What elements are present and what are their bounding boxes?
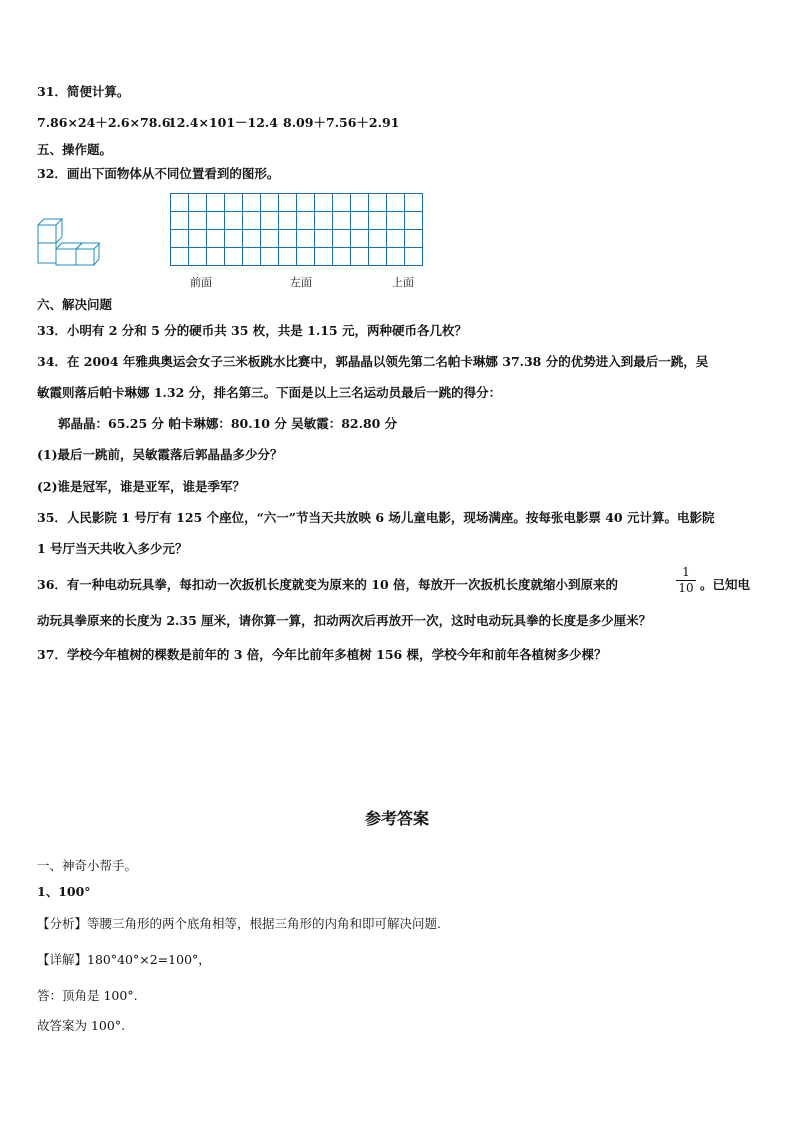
grid-cell[interactable] [189, 248, 207, 266]
grid-cell[interactable] [297, 230, 315, 248]
grid-cell[interactable] [225, 230, 243, 248]
q36-line2: 动玩具拳原来的长度为 2.35 厘米，请你算一算，扣动两次后再放开一次，这时电动玩具拳的长度是多少厘米？ [37, 613, 652, 628]
q31-expr-1: 7.86×24＋2.6×78.6 [37, 115, 171, 130]
grid-cell[interactable] [405, 230, 423, 248]
grid-cell[interactable] [225, 212, 243, 230]
fraction-numerator: 1 [682, 565, 690, 579]
fraction-denominator: 10 [678, 581, 694, 595]
grid-cell[interactable] [369, 230, 387, 248]
grid-cell[interactable] [297, 194, 315, 212]
grid-cell[interactable] [279, 194, 297, 212]
grid-cell[interactable] [369, 194, 387, 212]
grid-cell[interactable] [297, 248, 315, 266]
q37: 37．学校今年植树的棵数是前年的 3 倍，今年比前年多植树 156 棵，学校今年和前年各植树多少棵？ [37, 647, 607, 662]
grid-cell[interactable] [315, 248, 333, 266]
grid-cell[interactable] [405, 248, 423, 266]
section-5-heading: 五、操作题。 [37, 142, 113, 157]
grid-cell[interactable] [207, 194, 225, 212]
q34-line2: 敏霞则落后帕卡琳娜 1.32 分，排名第三。下面是以上三名运动员最后一跳的得分： [37, 385, 502, 400]
q35-line1: 35．人民影院 1 号厅有 125 个座位，“六一”节当天共放映 6 场儿童电影，现场满座。按每张电影票 40 元计算。电影院 [37, 510, 715, 525]
grid-cell[interactable] [189, 212, 207, 230]
grid-cell[interactable] [333, 212, 351, 230]
grid-cell[interactable] [387, 212, 405, 230]
drawing-grid[interactable] [170, 193, 423, 266]
grid-cell[interactable] [171, 248, 189, 266]
grid-cell[interactable] [189, 230, 207, 248]
grid-cell[interactable] [369, 248, 387, 266]
answer-1: 1、100° [37, 884, 91, 899]
label-front-view: 前面 [190, 276, 212, 289]
grid-cell[interactable] [279, 212, 297, 230]
grid-cell[interactable] [387, 230, 405, 248]
q36-fraction [676, 566, 696, 595]
grid-cell[interactable] [207, 230, 225, 248]
q36-line1a: 36．有一种电动玩具拳，每扣动一次扳机长度就变为原来的 10 倍，每放开一次扳机长度就缩小到原来的 [37, 577, 618, 592]
grid-cell[interactable] [387, 194, 405, 212]
grid-cell[interactable] [171, 194, 189, 212]
q32-title: 32．画出下面物体从不同位置看到的图形。 [37, 166, 280, 181]
grid-cell[interactable] [405, 212, 423, 230]
q31-expr-3: 8.09＋7.56＋2.91 [283, 115, 400, 130]
grid-cell[interactable] [315, 212, 333, 230]
q31-expr-2: 12.4×101－12.4 [168, 115, 278, 130]
grid-cell[interactable] [189, 194, 207, 212]
section-6-heading: 六、解决问题 [37, 297, 113, 312]
grid-cell[interactable] [243, 248, 261, 266]
grid-cell[interactable] [279, 230, 297, 248]
answers-title: 参考答案 [364, 809, 429, 828]
label-top-view: 上面 [392, 276, 414, 289]
grid-cell[interactable] [207, 248, 225, 266]
grid-cell[interactable] [351, 194, 369, 212]
grid-cell[interactable] [315, 230, 333, 248]
grid-cell[interactable] [333, 248, 351, 266]
grid-cell[interactable] [225, 248, 243, 266]
q34-line1: 34．在 2004 年雅典奥运会女子三米板跳水比赛中，郭晶晶以领先第二名帕卡琳娜 37.38 分的优势进入到最后一跳，吴 [37, 354, 709, 369]
answer-detail: 【详解】180°40°×2=100°， [37, 952, 211, 967]
grid-cell[interactable] [207, 212, 225, 230]
grid-cell[interactable] [333, 194, 351, 212]
q36-line1b: 。已知电 [700, 577, 751, 592]
q34-scores: 郭晶晶：65.25 分 帕卡琳娜：80.10 分 吴敏霞：82.80 分 [58, 416, 398, 431]
grid-cell[interactable] [171, 212, 189, 230]
grid-cell[interactable] [387, 248, 405, 266]
q35-line2: 1 号厅当天共收入多少元？ [37, 541, 188, 556]
grid-cell[interactable] [171, 230, 189, 248]
grid-cell[interactable] [261, 230, 279, 248]
answers-section-1: 一、神奇小帮手。 [37, 858, 138, 873]
q31-title: 31．简便计算。 [37, 84, 130, 99]
grid-cell[interactable] [297, 212, 315, 230]
label-left-view: 左面 [290, 276, 312, 289]
grid-cell[interactable] [315, 194, 333, 212]
grid-cell[interactable] [351, 248, 369, 266]
grid-cell[interactable] [405, 194, 423, 212]
grid-cell[interactable] [369, 212, 387, 230]
grid-cell[interactable] [261, 194, 279, 212]
grid-cell[interactable] [243, 212, 261, 230]
grid-cell[interactable] [351, 212, 369, 230]
answer-reply: 答：顶角是 100°. [37, 988, 138, 1003]
q34-sub1: (1)最后一跳前，吴敏霞落后郭晶晶多少分？ [37, 447, 283, 462]
q33: 33．小明有 2 分和 5 分的硬币共 35 枚，共是 1.15 元，两种硬币各几枚？ [37, 323, 467, 338]
grid-cell[interactable] [225, 194, 243, 212]
q34-sub2: (2)谁是冠军，谁是亚军，谁是季军？ [37, 479, 246, 494]
grid-cell[interactable] [261, 212, 279, 230]
grid-cell[interactable] [243, 194, 261, 212]
grid-cell[interactable] [279, 248, 297, 266]
grid-cell[interactable] [333, 230, 351, 248]
cube-stack-figure [36, 216, 100, 268]
grid-cell[interactable] [351, 230, 369, 248]
answer-conclusion: 故答案为 100°. [37, 1018, 126, 1033]
grid-cell[interactable] [261, 248, 279, 266]
grid-cell[interactable] [243, 230, 261, 248]
answer-analysis: 【分析】等腰三角形的两个底角相等，根据三角形的内角和即可解决问题. [37, 916, 441, 931]
